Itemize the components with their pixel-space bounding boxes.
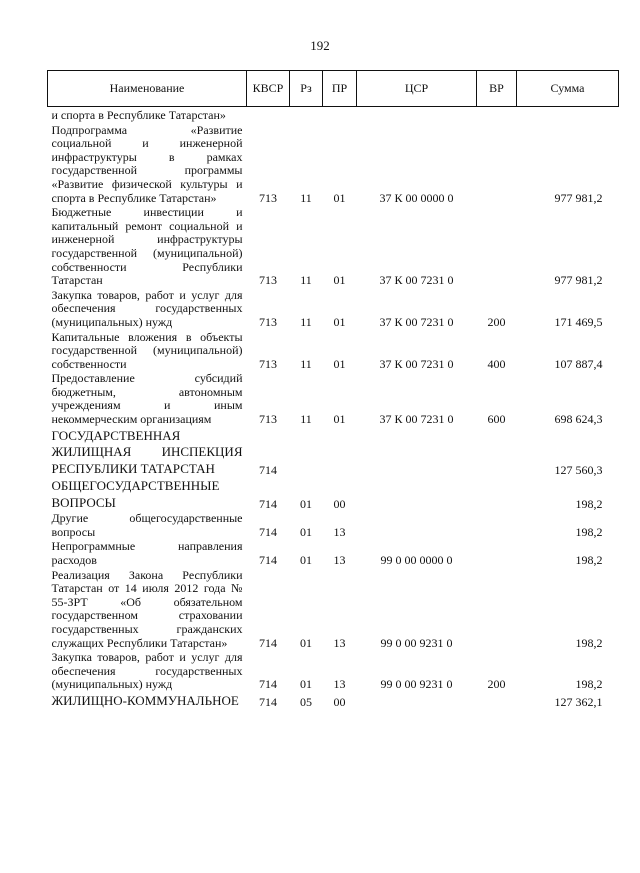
header-name: Наименование xyxy=(48,71,247,107)
row-pr: 01 xyxy=(333,190,346,205)
budget-table xyxy=(47,70,619,709)
row-csr: 37 К 00 0000 0 xyxy=(379,190,454,205)
row-kvsr: 713 xyxy=(259,314,277,329)
header-pr: ПР xyxy=(323,71,357,107)
table-row xyxy=(48,692,619,710)
table-row xyxy=(48,650,619,692)
header-rz: Рз xyxy=(290,71,323,107)
row-rz: 05 xyxy=(300,694,312,709)
row-csr xyxy=(357,692,477,710)
row-sum: 107 887,4 xyxy=(554,356,603,371)
table-row xyxy=(48,330,619,372)
row-sum: 198,2 xyxy=(575,677,603,692)
row-kvsr: 714 xyxy=(259,524,277,539)
header-sum: Сумма xyxy=(517,71,619,107)
row-kvsr: 714 xyxy=(259,462,277,477)
row-sum xyxy=(517,107,619,123)
row-name: Закупка товаров, работ и услуг для обеспечения государственных (муниципальных) нужд xyxy=(51,650,243,692)
row-rz: 11 xyxy=(300,412,312,427)
table-row xyxy=(48,511,619,539)
row-name: Непрограммные направления расходов xyxy=(51,539,243,567)
row-rz: 11 xyxy=(300,356,312,371)
row-vr xyxy=(477,205,517,288)
row-vr: 400 xyxy=(487,356,506,371)
row-csr: 37 К 00 7231 0 xyxy=(379,412,454,427)
row-name: ГОСУДАРСТВЕННАЯ ЖИЛИЩНАЯ ИНСПЕКЦИЯ РЕСПУБЛИКИ ТАТАРСТАН xyxy=(51,427,243,476)
row-name: Другие общегосударственные вопросы xyxy=(51,511,243,539)
row-pr: 01 xyxy=(333,356,346,371)
row-rz: 11 xyxy=(300,273,312,288)
row-sum: 198,2 xyxy=(575,552,603,567)
table-row xyxy=(48,427,619,478)
header-csr: ЦСР xyxy=(357,71,477,107)
row-sum: 171 469,5 xyxy=(554,314,603,329)
row-sum: 198,2 xyxy=(575,524,603,539)
row-kvsr: 713 xyxy=(259,412,277,427)
row-name: и спорта в Республике Татарстан» xyxy=(51,108,226,122)
row-pr: 00 xyxy=(333,694,346,709)
row-rz xyxy=(290,427,323,478)
row-sum: 698 624,3 xyxy=(554,412,603,427)
header-vr: ВР xyxy=(477,71,517,107)
row-kvsr: 714 xyxy=(259,694,277,709)
row-rz: 01 xyxy=(300,552,312,567)
row-name: Предоставление субсидий бюджетным, автономным учреждениям и иным некоммерческим организациям xyxy=(51,371,243,427)
row-pr xyxy=(323,107,357,123)
row-pr: 13 xyxy=(333,524,346,539)
row-pr: 01 xyxy=(333,412,346,427)
row-sum: 198,2 xyxy=(575,496,603,511)
row-vr xyxy=(477,427,517,478)
row-vr: 200 xyxy=(487,677,506,692)
table-row xyxy=(48,477,619,511)
row-csr: 37 К 00 7231 0 xyxy=(379,273,454,288)
row-kvsr: 714 xyxy=(259,635,277,650)
row-pr xyxy=(323,427,357,478)
row-vr xyxy=(477,107,517,123)
row-pr: 01 xyxy=(333,314,346,329)
row-vr: 200 xyxy=(487,314,506,329)
row-csr xyxy=(357,511,477,539)
table-row xyxy=(48,107,619,123)
table-row xyxy=(48,205,619,288)
row-csr: 37 К 00 7231 0 xyxy=(379,314,454,329)
row-kvsr: 713 xyxy=(259,190,277,205)
row-vr xyxy=(477,477,517,511)
row-sum: 127 560,3 xyxy=(554,462,603,477)
row-csr: 37 К 00 7231 0 xyxy=(379,356,454,371)
row-pr: 01 xyxy=(333,273,346,288)
row-kvsr: 714 xyxy=(259,496,277,511)
row-pr: 00 xyxy=(333,496,346,511)
row-sum: 977 981,2 xyxy=(554,190,603,205)
row-vr xyxy=(477,511,517,539)
header-kvsr: КВСР xyxy=(247,71,290,107)
row-name: ЖИЛИЩНО-КОММУНАЛЬНОЕ xyxy=(51,692,239,708)
row-rz: 01 xyxy=(300,496,312,511)
row-vr: 600 xyxy=(487,412,506,427)
row-kvsr: 713 xyxy=(259,356,277,371)
row-pr: 13 xyxy=(333,552,346,567)
table-header-row xyxy=(48,71,619,107)
row-rz: 01 xyxy=(300,677,312,692)
table-row xyxy=(48,568,619,651)
row-csr: 99 0 00 0000 0 xyxy=(380,552,453,567)
row-kvsr: 713 xyxy=(259,273,277,288)
row-name: Бюджетные инвестиции и капитальный ремонт социальной и инженерной инфраструктуры государственной (муниципальной) собственности Республики Татарстан xyxy=(51,205,243,288)
row-kvsr: 714 xyxy=(259,677,277,692)
row-rz: 01 xyxy=(300,524,312,539)
row-sum: 198,2 xyxy=(575,635,603,650)
row-rz: 11 xyxy=(300,314,312,329)
row-vr xyxy=(477,692,517,710)
row-name: Подпрограмма «Развитие социальной и инженерной инфраструктуры в рамках государственной программы «Развитие физической культуры и спорта в Республике Татарстан» xyxy=(51,122,243,205)
row-name: Капитальные вложения в объекты государственной (муниципальной) собственности xyxy=(51,329,243,371)
row-rz: 01 xyxy=(300,635,312,650)
row-pr: 13 xyxy=(333,635,346,650)
row-csr xyxy=(357,477,477,511)
row-sum: 977 981,2 xyxy=(554,273,603,288)
row-pr: 13 xyxy=(333,677,346,692)
row-kvsr xyxy=(247,107,290,123)
row-kvsr: 714 xyxy=(259,552,277,567)
table-row xyxy=(48,371,619,426)
row-sum: 127 362,1 xyxy=(554,694,603,709)
row-name: ОБЩЕГОСУДАРСТВЕННЫЕ ВОПРОСЫ xyxy=(51,478,220,510)
row-rz xyxy=(290,107,323,123)
row-name: Закупка товаров, работ и услуг для обеспечения государственных (муниципальных) нужд xyxy=(51,287,243,329)
row-csr xyxy=(357,107,477,123)
row-vr xyxy=(477,539,517,567)
row-csr xyxy=(357,427,477,478)
row-vr xyxy=(477,123,517,206)
page-number: 192 xyxy=(310,38,330,53)
table-row xyxy=(48,288,619,330)
row-name: Реализация Закона Республики Татарстан от 14 июля 2012 года № 55-ЗРТ «Об обязательном государственном страховании государственных гражданских служащих Республики Татарстан» xyxy=(51,567,243,650)
row-csr: 99 0 00 9231 0 xyxy=(380,635,453,650)
table-row xyxy=(48,539,619,567)
row-csr: 99 0 00 9231 0 xyxy=(380,677,453,692)
table-row xyxy=(48,123,619,206)
row-vr xyxy=(477,568,517,651)
row-rz: 11 xyxy=(300,190,312,205)
